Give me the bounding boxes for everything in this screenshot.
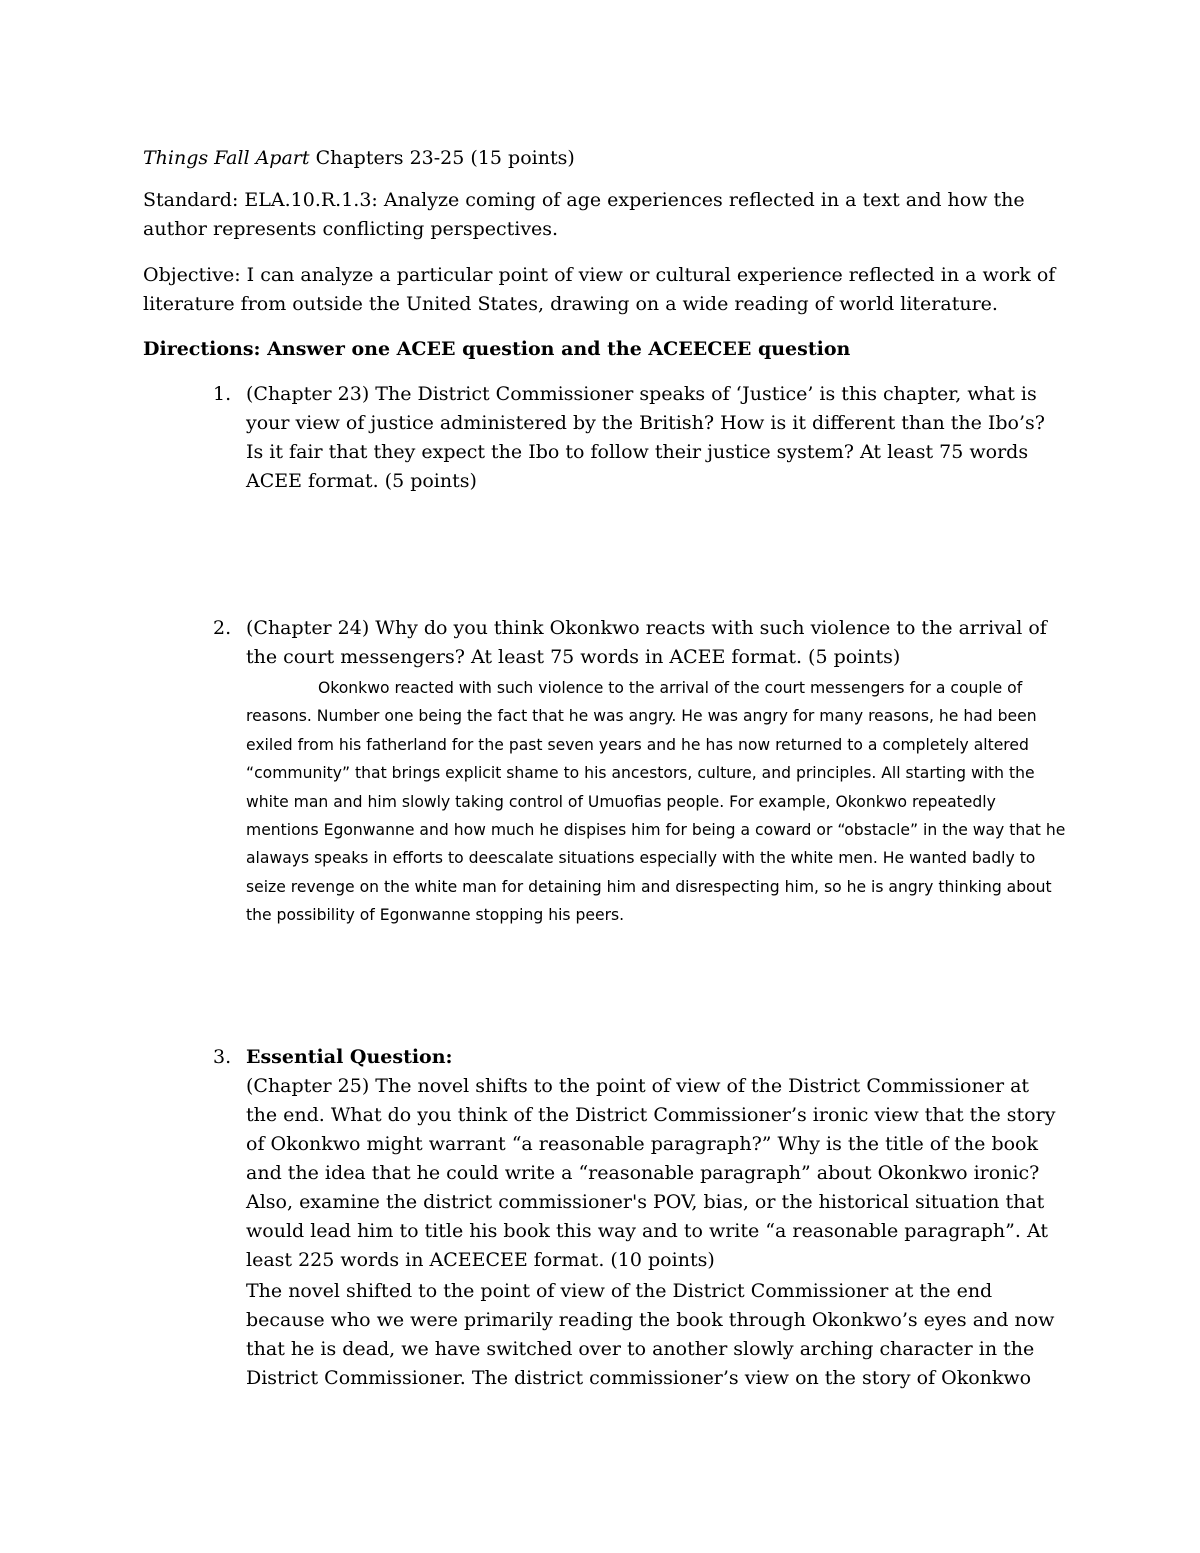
book-title: Things Fall Apart [143, 147, 310, 169]
chapters-points: Chapters 23-25 (15 points) [309, 147, 575, 169]
question-3-answer: The novel shifted to the point of view of the District Commissioner at the end because who we were primarily reading the book through Okonkwo’s eyes and now that he is dead, we have switched over to another slowly arching character in the District Commissioner. The district commissioner’s view on the story of Okonkwo [246, 1280, 1055, 1389]
question-3-number: 3. [213, 1046, 232, 1068]
question-2-answer: Okonkwo reacted with such violence to the arrival of the court messengers for a couple of reasons. Number one being the fact that he was angry. He was angry for many reasons, he had been exiled from his fatherland for the past seven years and he has now returned to a completely altered “community” that brings explicit shame to his ancestors, culture, and principles. All starting with the white man and him slowly taking control of Umuofias people. For example, Okonkwo repeatedly mentions Egonwanne and how much he dispises him for being a coward or “obstacle” in the way that he alaways speaks in efforts to deescalate situations especially with the white men. He wanted badly to seize revenge on the white man for detaining him and disrespecting him, so he is angry thinking about the possibility of Egonwanne stopping his peers. [246, 679, 1066, 925]
directions-text: Directions: Answer one ACEE question and the ACEECEE question [143, 338, 851, 360]
assignment-title [143, 144, 1063, 173]
question-1-text: (Chapter 23) The District Commissioner speaks of ‘Justice’ is this chapter, what is your view of justice administered by the British? How is it different than the Ibo’s? Is it fair that they expect the Ibo to follow their justice system? At least 75 words ACEE format. (5 points) [246, 383, 1045, 492]
question-3-text: (Chapter 25) The novel shifts to the point of view of the District Commissioner at the end. What do you think of the District Commissioner’s ironic view that the story of Okonkwo might warrant “a reasonable paragraph?” Why is the title of the book and the idea that he could write a “reasonable paragraph” about Okonkwo ironic? Also, examine the district commissioner's POV, bias, or the historical situation that would lead him to title his book this way and to write “a reasonable paragraph”. At least 225 words in ACEECEE format. (10 points) [246, 1075, 1056, 1271]
question-2-text: (Chapter 24) Why do you think Okonkwo reacts with such violence to the arrival of the court messengers? At least 75 words in ACEE format. (5 points) [246, 617, 1047, 668]
standard-text: Standard: ELA.10.R.1.3: Analyze coming of age experiences reflected in a text and how the author represents conflicting perspectives. [143, 189, 1025, 240]
objective-text: Objective: I can analyze a particular point of view or cultural experience reflected in a work of literature from outside the United States, drawing on a wide reading of world literature. [143, 264, 1056, 315]
question-2-number: 2. [213, 617, 232, 639]
question-1-number: 1. [213, 383, 232, 405]
question-3-heading: Essential Question: [246, 1046, 453, 1068]
